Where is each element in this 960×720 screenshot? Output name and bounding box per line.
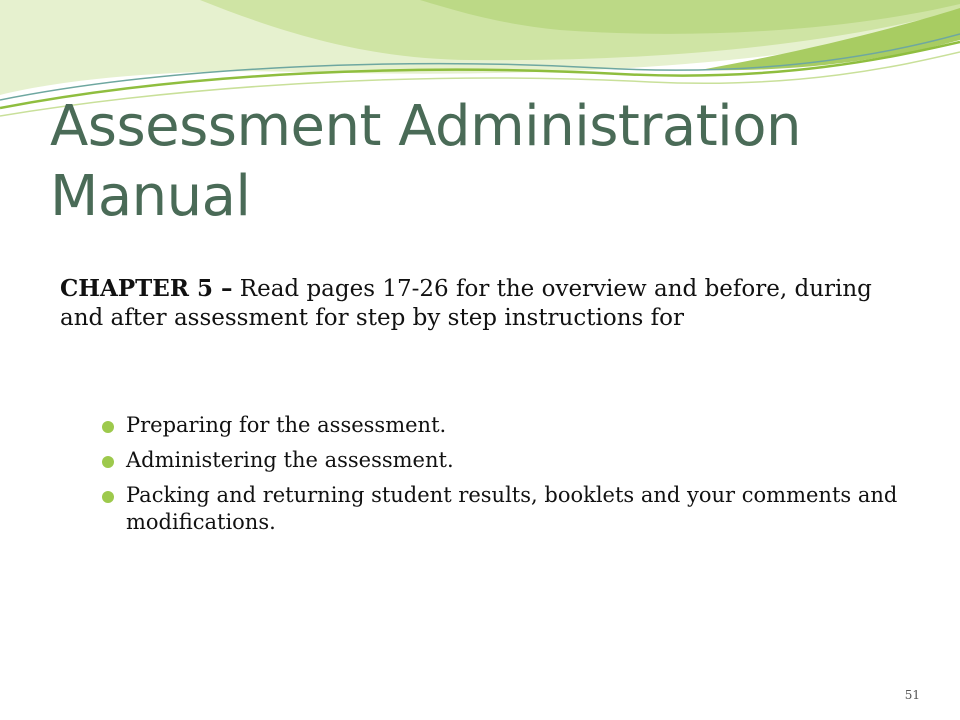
bullet-list <box>100 412 900 544</box>
bullet-item <box>100 482 900 536</box>
chapter-paragraph <box>60 274 900 333</box>
bullet-text: Preparing for the assessment. <box>126 413 447 437</box>
bullet-text: Administering the assessment. <box>126 448 454 472</box>
bullet-dot-icon <box>102 491 114 503</box>
slide-title: Assessment Administration Manual <box>50 94 801 229</box>
chapter-lead: CHAPTER 5 – <box>60 275 233 302</box>
bullet-item <box>100 447 900 474</box>
chapter-text: Read pages 17-26 for the overview and before, during and after assessment for step by step instructions for <box>60 276 872 331</box>
bullet-dot-icon <box>102 421 114 433</box>
bullet-dot-icon <box>102 456 114 468</box>
bullet-text: Packing and returning student results, booklets and your comments and modifications. <box>126 483 898 534</box>
page-number: 51 <box>904 688 920 702</box>
bullet-item <box>100 412 900 439</box>
